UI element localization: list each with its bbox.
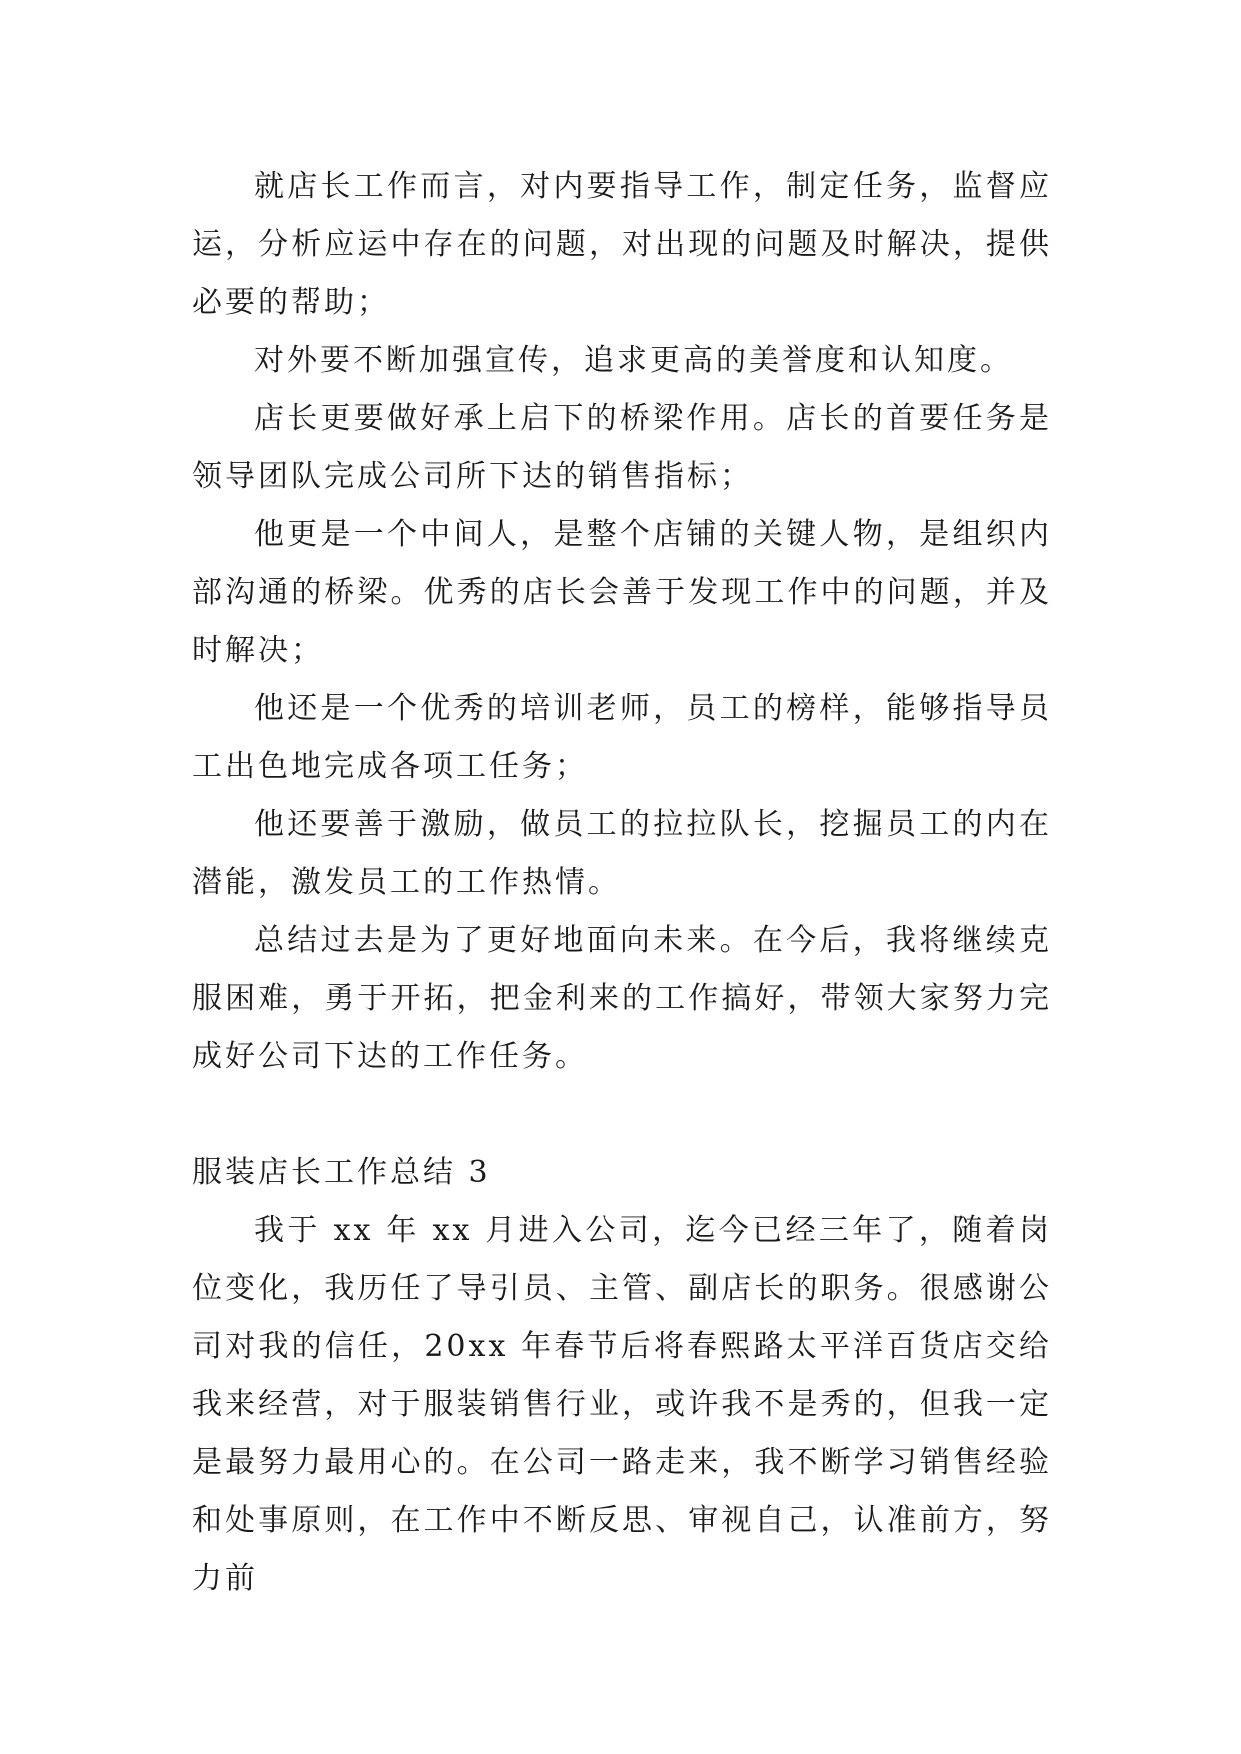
paragraph: 总结过去是为了更好地面向未来。在今后，我将继续克服困难，勇于开拓，把金利来的工作搞好，带领大家努力完成好公司下达的工作任务。 [192,923,1052,1074]
section-heading: 服装店长工作总结 3 [192,1155,491,1190]
document-page [192,158,1052,1608]
paragraph: 我于 xx 年 xx 月进入公司，迄今已经三年了，随着岗位变化，我历任了导引员、主管、副店长的职务。很感谢公司对我的信任，20xx 年春节后将春熙路太平洋百货店交给我来经营，对于服装销售行业，或许我不是秀的，但我一定是最努力最用心的。在公司一路走来，我不断学习销售经验和处事原则，在工作中不断反思、审视自己，认准前方，努力前 [192,1213,1052,1596]
paragraph: 店长更要做好承上启下的桥梁作用。店长的首要任务是领导团队完成公司所下达的销售指标； [192,401,1052,494]
paragraph: 就店长工作而言，对内要指导工作，制定任务，监督应运，分析应运中存在的问题，对出现的问题及时解决，提供必要的帮助； [192,169,1052,320]
paragraph: 他更是一个中间人，是整个店铺的关键人物，是组织内部沟通的桥梁。优秀的店长会善于发现工作中的问题，并及时解决； [192,517,1052,668]
paragraph: 他还要善于激励，做员工的拉拉队长，挖掘员工的内在潜能，激发员工的工作热情。 [192,807,1052,900]
paragraph: 他还是一个优秀的培训老师，员工的榜样，能够指导员工出色地完成各项工任务； [192,691,1052,784]
paragraph: 对外要不断加强宣传，追求更高的美誉度和认知度。 [254,343,1013,378]
